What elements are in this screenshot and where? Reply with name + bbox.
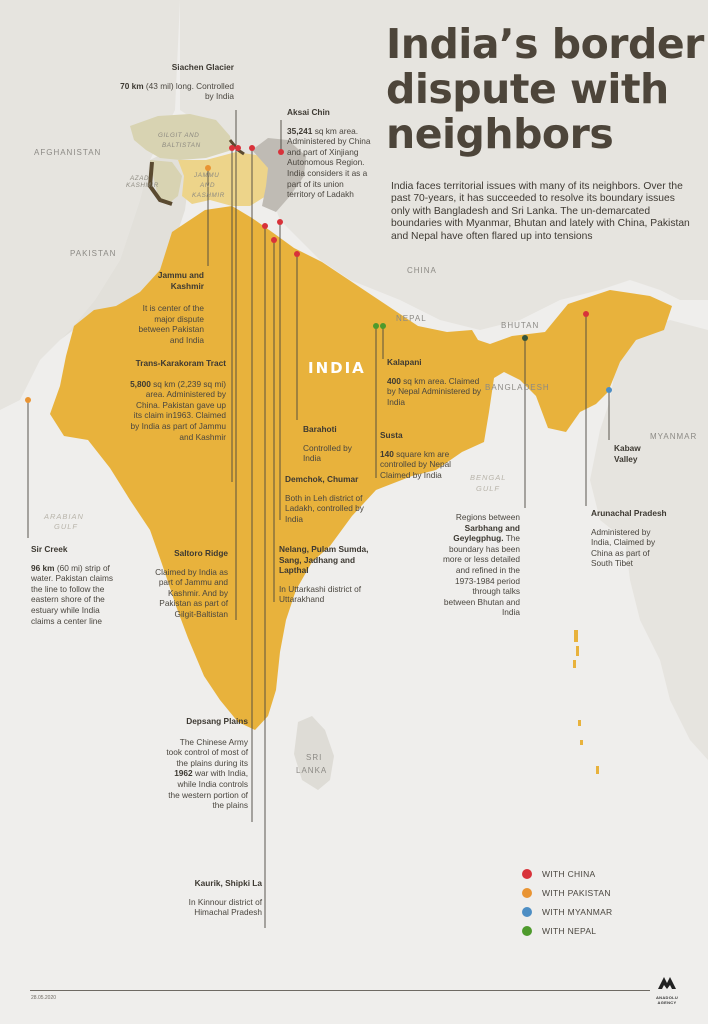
- marker-kabaw[interactable]: [606, 387, 612, 393]
- footer-rule: [30, 990, 650, 991]
- legend: [522, 864, 613, 940]
- legend-label-china: WITH CHINA: [542, 868, 596, 879]
- country-label-afghanistan: AFGHANISTAN: [34, 148, 102, 157]
- marker-susta[interactable]: [373, 323, 379, 329]
- annotation-arunachal-pradesh: [591, 508, 671, 569]
- legend-label-nepal: WITH NEPAL: [542, 925, 597, 936]
- marker-nelang[interactable]: [271, 237, 277, 243]
- country-label-bangladesh: BANGLADESH: [485, 383, 550, 392]
- jk-title: Jammu and Kashmir: [157, 270, 204, 291]
- legend-item-pakistan: [522, 883, 613, 902]
- agency-logo: [654, 976, 680, 1005]
- marker-arunachal[interactable]: [583, 311, 589, 317]
- bhutan-value: Sarbhang and Geylegphug.: [453, 522, 520, 544]
- country-label-india: INDIA: [308, 359, 366, 377]
- arunachal-text: Administered by India, Claimed by China as part of South Tibet: [591, 526, 656, 569]
- depsang-value: 1962: [174, 768, 193, 779]
- nelang-text: In Uttarkashi district of Uttarakhand: [279, 583, 362, 605]
- sea-label-bengal-1: BENGAL: [470, 473, 507, 482]
- legend-dot-nepal: [522, 926, 532, 936]
- region-label-azad-1: AZAD: [130, 175, 150, 182]
- annotation-aksai-chin: [287, 107, 373, 200]
- marker-aksai[interactable]: [278, 149, 284, 155]
- sircreek-value: 96 km: [31, 562, 55, 573]
- marker-kaurik[interactable]: [262, 223, 268, 229]
- agency-logo-icon: [656, 976, 678, 990]
- sea-label-bengal-2: GULF: [476, 484, 501, 493]
- siachen-title: Siachen Glacier: [171, 62, 234, 72]
- jk-text: It is center of the major dispute between Pakistan and India: [138, 303, 204, 345]
- susta-value: 140: [380, 448, 394, 459]
- depsang-title: Depsang Plains: [186, 716, 248, 726]
- annotation-siachen-glacier: [120, 62, 234, 102]
- marker-saltoro[interactable]: [235, 145, 241, 151]
- trans-value: 5,800: [130, 378, 151, 389]
- trans-title: Trans-Karakoram Tract: [135, 358, 226, 368]
- legend-dot-pakistan: [522, 888, 532, 898]
- depsang-text-1: The Chinese Army took control of most of the plains during its: [166, 736, 248, 768]
- region-label-jk-1: JAMMU: [194, 172, 220, 179]
- annotation-kabaw-valley: [614, 443, 654, 472]
- country-label-sri-lanka-1: SRI: [306, 753, 323, 762]
- kalapani-value: 400: [387, 375, 401, 386]
- aksai-text: sq km area. Administered by China and part of Xinjiang Autonomous Region. India considers it as a part of its union territory of Ladakh: [287, 125, 371, 200]
- annotation-trans-karakoram: [130, 358, 226, 442]
- legend-item-myanmar: [522, 902, 613, 921]
- annotation-barahoti: [303, 424, 361, 464]
- nelang-title: Nelang, Pulam Sumda, Sang, Jadhang and Lapthal: [279, 544, 369, 576]
- country-label-bhutan: BHUTAN: [501, 321, 540, 330]
- demchok-title: Demchok, Chumar: [285, 474, 359, 484]
- siachen-text: (43 mil) long. Controlled by India: [145, 80, 234, 102]
- kabaw-title: Kabaw Valley: [614, 443, 641, 464]
- aksai-title: Aksai Chin: [287, 107, 330, 117]
- page-title: India’s border dispute with neighbors: [386, 20, 704, 158]
- sircreek-text: (60 mi) strip of water. Pakistan claims the line to follow the eastern shore of the estuary while India claims a center line: [31, 562, 114, 626]
- legend-item-china: [522, 864, 613, 883]
- bhutan-text-1: Regions between: [455, 512, 520, 522]
- kalapani-text: sq km area. Claimed by Nepal Administered by India: [387, 375, 482, 407]
- arunachal-title: Arunachal Pradesh: [591, 508, 667, 518]
- sea-label-arabian-1: ARABIAN: [44, 512, 84, 521]
- marker-bhutan[interactable]: [522, 335, 528, 341]
- marker-sircreek[interactable]: [25, 397, 31, 403]
- sea-label-arabian-2: GULF: [54, 522, 79, 531]
- annotation-depsang-plains: [164, 716, 248, 811]
- annotation-kaurik-shipki: [176, 878, 262, 918]
- siachen-value: 70 km: [120, 80, 144, 91]
- sircreek-title: Sir Creek: [31, 544, 68, 554]
- region-label-jk-3: KASHMIR: [192, 192, 225, 199]
- footer-date: 28.05.2020: [31, 995, 57, 1001]
- demchok-text: Both in Leh district of Ladakh, controlled by India: [285, 492, 364, 524]
- annotation-nelang: [279, 544, 379, 605]
- agency-logo-text: ANADOLU AGENCY: [655, 995, 679, 1005]
- country-label-myanmar: MYANMAR: [650, 432, 698, 441]
- annotation-sir-creek: [31, 544, 121, 626]
- annotation-jammu-kashmir: [124, 270, 204, 346]
- legend-dot-china: [522, 869, 532, 879]
- annotation-demchok-chumar: [285, 474, 375, 524]
- marker-siachen[interactable]: [229, 145, 235, 151]
- bhutan-text-2: The boundary has been more or less detailed and refined in the 1973-1984 period through talks between Bhutan and India: [442, 533, 520, 618]
- marker-demchok[interactable]: [277, 219, 283, 225]
- marker-jk[interactable]: [205, 165, 211, 171]
- legend-dot-myanmar: [522, 907, 532, 917]
- annotation-saltoro-ridge: [146, 548, 228, 620]
- intro-text: India faces territorial issues with many of its neighbors. Over the past 70-years, it has succeeded to resolve its boundary issues only with Bangladesh and Sri Lanka. The un-demarcated boundaries with Myanmar, Bhutan and lately with China, Pakistan and Nepal have often flared up into tensions: [391, 181, 690, 242]
- country-label-nepal: NEPAL: [396, 314, 427, 323]
- legend-item-nepal: [522, 921, 613, 940]
- barahoti-title: Barahoti: [303, 424, 337, 434]
- legend-label-myanmar: WITH MYANMAR: [542, 906, 613, 917]
- marker-kalapani[interactable]: [380, 323, 386, 329]
- saltoro-text: Claimed by India as part of Jammu and Kashmir. And by Pakistan as part of Gilgit-Baltistan: [155, 566, 228, 619]
- kaurik-title: Kaurik, Shipki La: [194, 878, 262, 888]
- marker-depsang[interactable]: [249, 145, 255, 151]
- trans-text: sq km (2,239 sq mi) area. Administered by China. Pakistan gave up its claim in1963. Claimed by India as part of Jammu and Kashmir: [130, 378, 226, 442]
- saltoro-title: Saltoro Ridge: [174, 548, 228, 558]
- aksai-value: 35,241: [287, 125, 313, 136]
- region-label-jk-2: AND: [200, 182, 216, 189]
- country-label-sri-lanka-2: LANKA: [296, 766, 328, 775]
- depsang-text-2: war with India, while India controls the western portion of the plains: [168, 768, 248, 811]
- region-label-gilgit-1: GILGIT AND: [158, 132, 200, 139]
- susta-text: square km are controlled by Nepal Claimed by India: [380, 448, 452, 480]
- region-label-gilgit-2: BALTISTAN: [162, 142, 201, 149]
- kaurik-text: In Kinnour district of Himachal Pradesh: [188, 896, 262, 918]
- country-label-pakistan: PAKISTAN: [70, 249, 117, 258]
- annotation-kalapani: [387, 357, 483, 407]
- kalapani-title: Kalapani: [387, 357, 422, 367]
- barahoti-text: Controlled by India: [303, 442, 352, 464]
- annotation-susta: [380, 430, 476, 480]
- marker-barahoti[interactable]: [294, 251, 300, 257]
- region-label-azad-2: KASHMIR: [126, 182, 159, 189]
- andaman-islands: [573, 630, 599, 774]
- legend-label-pakistan: WITH PAKISTAN: [542, 887, 611, 898]
- country-label-china: CHINA: [407, 266, 437, 275]
- susta-title: Susta: [380, 430, 403, 440]
- annotation-bhutan-border: [440, 512, 520, 618]
